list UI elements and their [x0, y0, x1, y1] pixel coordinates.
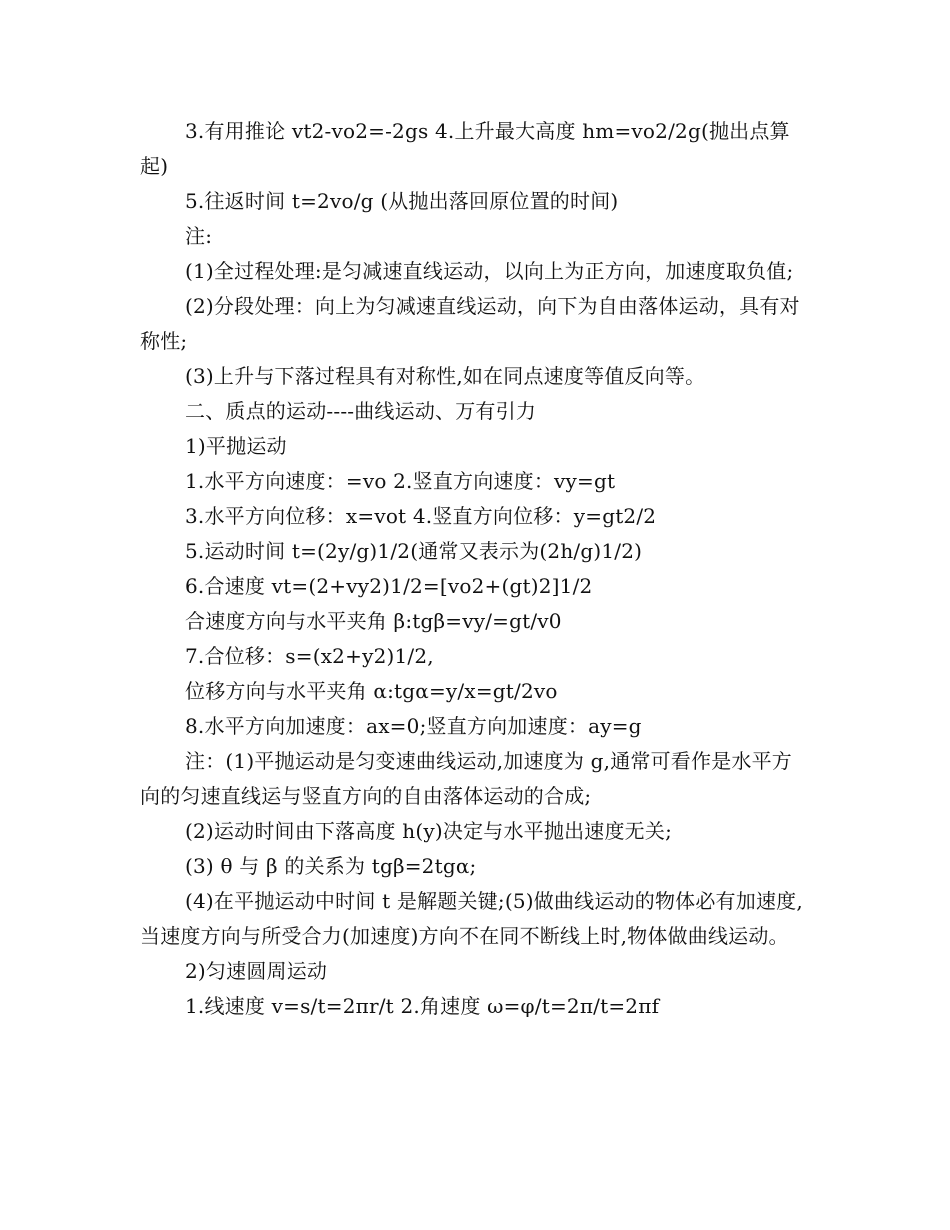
paragraph-22: 1.线速度 v=s/t=2πr/t 2.角速度 ω=φ/t=2π/t=2πf	[185, 994, 660, 1018]
section-heading: 二、质点的运动----曲线运动、万有引力	[185, 399, 537, 423]
paragraph-14: 7.合位移：s=(x2+y2)1/2,	[185, 644, 434, 668]
paragraph-5: (2)分段处理：向上为匀减速直线运动，向下为自由落体运动，具有对称性;	[140, 294, 800, 353]
subsection-heading-2: 2)匀速圆周运动	[185, 959, 328, 983]
paragraph-3: 注:	[185, 224, 213, 248]
paragraph-12: 6.合速度 vt=(2+vy2)1/2=[vo2+(gt)2]1/2	[185, 574, 593, 598]
document-body	[140, 114, 812, 1024]
paragraph-2: 5.往返时间 t=2vo/g (从抛出落回原位置的时间)	[185, 189, 619, 213]
paragraph-17: 注：(1)平抛运动是匀变速曲线运动,加速度为 g,通常可看作是水平方向的匀速直线运与竖直方向的自由落体运动的合成;	[140, 749, 793, 808]
paragraph-10: 3.水平方向位移：x=vot 4.竖直方向位移：y=gt2/2	[185, 504, 657, 528]
paragraph-11: 5.运动时间 t=(2y/g)1/2(通常又表示为(2h/g)1/2)	[185, 539, 643, 563]
paragraph-18: (2)运动时间由下落高度 h(y)决定与水平抛出速度无关;	[185, 819, 673, 843]
subsection-heading-1: 1)平抛运动	[185, 434, 287, 458]
paragraph-20: (4)在平抛运动中时间 t 是解题关键;(5)做曲线运动的物体必有加速度,当速度方向与所受合力(加速度)方向不在同不断线上时,物体做曲线运动。	[140, 889, 803, 948]
paragraph-19: (3) θ 与 β 的关系为 tgβ=2tgα;	[185, 854, 477, 878]
paragraph-13: 合速度方向与水平夹角 β:tgβ=vy/=gt/v0	[185, 609, 562, 633]
paragraph-9: 1.水平方向速度：=vo 2.竖直方向速度：vy=gt	[185, 469, 616, 493]
paragraph-4: (1)全过程处理:是匀减速直线运动，以向上为正方向，加速度取负值;	[185, 259, 794, 283]
paragraph-16: 8.水平方向加速度：ax=0;竖直方向加速度：ay=g	[185, 714, 642, 738]
paragraph-1: 3.有用推论 vt2-vo2=-2gs 4.上升最大高度 hm=vo2/2g(抛出点算起)	[140, 119, 790, 178]
paragraph-15: 位移方向与水平夹角 α:tgα=y/x=gt/2vo	[185, 679, 558, 703]
paragraph-6: (3)上升与下落过程具有对称性,如在同点速度等值反向等。	[185, 364, 706, 388]
